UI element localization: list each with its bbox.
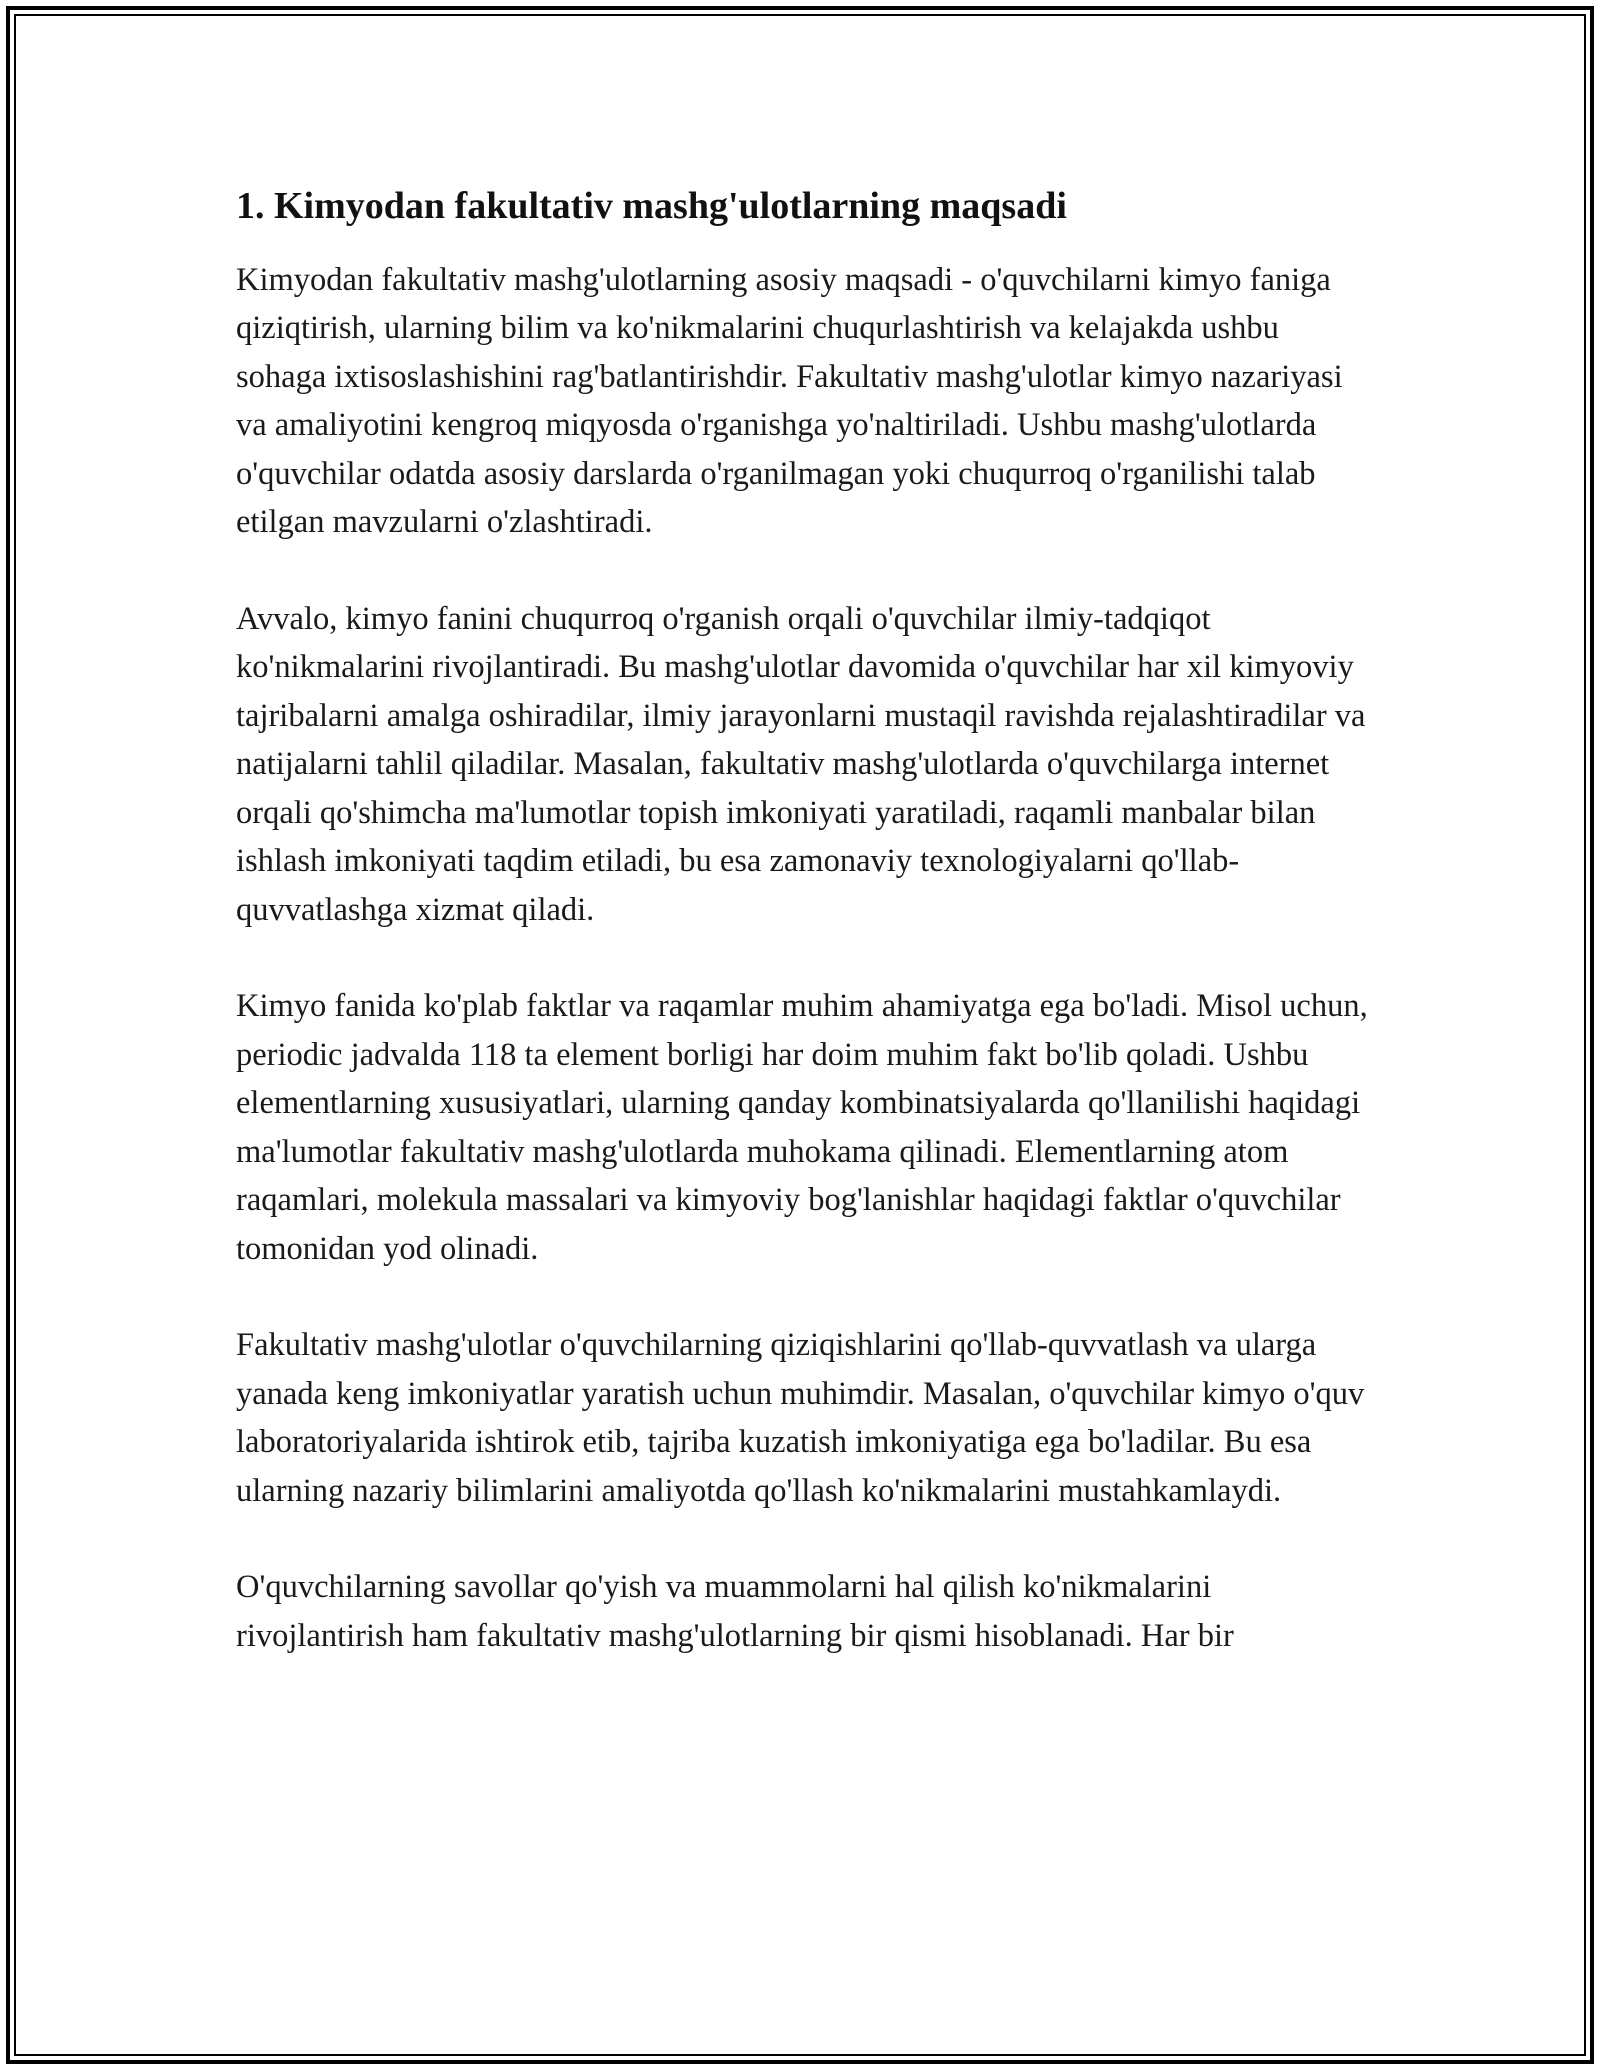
section-heading: 1. Kimyodan fakultativ mashg'ulotlarning maqsadi (236, 185, 1067, 227)
paragraph-1: Kimyodan fakultativ mashg'ulotlarning asosiy maqsadi - o'quvchilarni kimyo faniga qiziqtirish, ularning bilim va ko'nikmalarini chuqurlashtirish va kelajakda ushbu sohaga ixtisoslashishini rag'batlantirishdir. Fakultativ mashg'ulotlar kimyo nazariyasi va amaliyotini kengroq miqyosda o'rganishga yo'naltiriladi. Ushbu mashg'ulotlarda o'quvchilar odatda asosiy darslarda o'rganilmagan yoki chuqurroq o'rganilishi talab etilgan mavzularni o'zlashtiradi. (236, 261, 1343, 541)
paragraph-3: Kimyo fanida ko'plab faktlar va raqamlar muhim ahamiyatga ega bo'ladi. Misol uchun, periodic jadvalda 118 ta element borligi har doim muhim fakt bo'lib qoladi. Ushbu elementlarning xususiyatlari, ularning qanday kombinatsiyalarda qo'llanilishi haqidagi ma'lumotlar fakultativ mashg'ulotlarda muhokama qilinadi. Elementlarning atom raqamlari, molekula massalari va kimyoviy bog'lanishlar haqidagi faktlar o'quvchilar tomonidan yod olinadi. (236, 988, 1368, 1267)
paragraph-5: O'quvchilarning savollar qo'yish va muammolarni hal qilish ko'nikmalarini rivojlantirish ham fakultativ mashg'ulotlarning bir qismi hisoblanadi. Har bir (236, 1569, 1234, 1654)
document-body (236, 184, 1376, 1708)
paragraph-4: Fakultativ mashg'ulotlar o'quvchilarning qiziqishlarini qo'llab-quvvatlash va ularga yanada keng imkoniyatlar yaratish uchun muhimdir. Masalan, o'quvchilar kimyo o'quv laboratoriyalarida ishtirok etib, tajriba kuzatish imkoniyatiga ega bo'ladilar. Bu esa ularning nazariy bilimlarini amaliyotda qo'llash ko'nikmalarini mustahkamlaydi. (236, 1327, 1365, 1509)
paragraph-2: Avvalo, kimyo fanini chuqurroq o'rganish orqali o'quvchilar ilmiy-tadqiqot ko'nikmalarini rivojlantiradi. Bu mashg'ulotlar davomida o'quvchilar har xil kimyoviy tajribalarni amalga oshiradilar, ilmiy jarayonlarni mustaqil ravishda rejalashtiradilar va natijalarni tahlil qiladilar. Masalan, fakultativ mashg'ulotlarda o'quvchilarga internet orqali qo'shimcha ma'lumotlar topish imkoniyati yaratiladi, raqamli manbalar bilan ishlash imkoniyati taqdim etiladi, bu esa zamonaviy texnologiyalarni qo'llab-quvvatlashga xizmat qiladi. (236, 600, 1366, 928)
